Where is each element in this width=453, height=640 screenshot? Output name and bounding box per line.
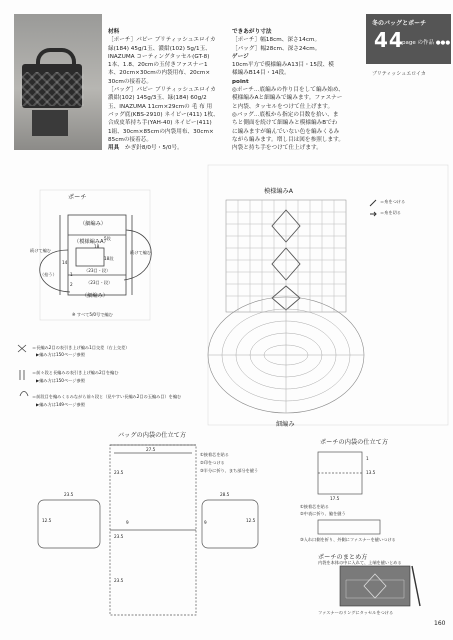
pouch-dim-2: 2 (70, 282, 73, 287)
pouch-note: ※ すべて5/0号で編む (72, 312, 113, 317)
pouch-finish-diagram (340, 566, 420, 606)
symbol-ref-3: ▶編み方は149ページ参照 (36, 402, 85, 407)
point-text: ◎ポーチ…底編みの作り目をして編み始め、 模様編みAと細編みで編みます。ファスナー と内袋、タッセルをつけて仕上げます。 ◎バッグ…底板から指定の目数を拾い、ま ちと側面を続けて細編みと模様編みBでわ に編みますが編んでいない色を編みくるみ ながら編みます。増し目は図を参照します。 内袋と持ち手をつけて仕上げます。 (232, 87, 344, 152)
pouch-inner-dim-175: 17.5 (330, 496, 340, 501)
symbol-ref-1: ▶編み方は150ページ参照 (36, 352, 85, 357)
pouch-finish-note-2: ファスナーのリングにタッセルをつける (318, 610, 394, 615)
symbol-note-3: ＝前段目を編みくるみながら前々段と（見やすい長編み2目の玉編み目）を編む (32, 394, 182, 399)
legend-cut-yarn: ＝糸を切る (380, 210, 401, 215)
pouch-inner-dim-135: 13.5 (366, 470, 376, 475)
symbol-note-2: ＝前々段と長編みの表引き上げ編み2目を編む (32, 370, 119, 375)
pouch-inner-note-3: ③入れ口側を折り、外側にファスナーを縫いつける (300, 537, 396, 542)
pouch-finish-note-1: 内袋を本体の中に入れて、上端を縫いとめる (318, 560, 402, 565)
crochet-chart (208, 200, 364, 413)
materials-text: ［ポーチ］パピー ブリティッシュエロイカ 緑(184) 45g/1玉、濃紺(102) 5g/1玉、 INAZUMA コーティングタッセル(GT-8) 1本、1.8、20cmの玉付きファスナー1 本、20cm×30cmの内袋用布、20cm× 30cmの接着芯。 ［バッグ］パピー ブリティッシュエロイカ 濃紺(102) 145g/3玉、緑(184) 60g/2 玉、INAZUMA 11cm×29cmの 毛 布 用 バッグ底(KBS-2910) ネイビー(411) 1枚、 合成皮革持ち手(YAH-40) ネイビー(411) 1組、30cm×85cmの内袋用布、30cm× 85cmの接着芯。 (108, 37, 219, 143)
yarn-cut-mark (370, 212, 376, 216)
bag-dim-235-side: 23.5 (64, 492, 74, 497)
page-ref-number: 44 (374, 28, 404, 52)
yarn-attach-mark (370, 200, 376, 206)
pouch-side-label-right: 続けて編む (130, 250, 151, 255)
pouch-inner-title: ポーチの内袋の仕立て方 (320, 439, 389, 446)
bag-dim-125-left: 12.5 (42, 518, 52, 523)
pouch-bottom-label-2: （23目・段） (86, 280, 113, 285)
legend-attach-yarn: ＝糸をつける (380, 199, 406, 204)
bag-dim-9-a: 9 (126, 520, 129, 525)
point-heading: point (232, 78, 249, 85)
pouch-dim-18: 18 (94, 244, 100, 249)
symbol-ref-2: ▶編み方は150ページ参照 (36, 378, 85, 383)
bag-dim-285: 28.5 (220, 492, 230, 497)
materials-heading: 材料 (108, 29, 120, 35)
pouch-diagram-title: ポーチ (68, 194, 87, 201)
bag-inner-title: バッグの内袋の仕立て方 (118, 432, 187, 439)
chart-title: 模様編みA (264, 188, 293, 195)
chart-bottom-label: 細編み (276, 421, 295, 428)
page-number: 160 (434, 620, 446, 627)
pouch-dim-1: 1 (70, 272, 73, 277)
pouch-pick-label: （拾う） (40, 272, 57, 277)
bag-dim-235-b: 23.5 (114, 578, 124, 583)
finished-heading: できあがり寸法 (232, 29, 272, 35)
bag-note-1: ①接着芯を貼る (200, 452, 229, 457)
tools-label: 用具 (108, 145, 120, 152)
pouch-rows-top: 5段 (104, 236, 111, 241)
pouch-inner-diagram (318, 452, 380, 534)
gauge-text: 10cm平方で模様編みA13目・15段、模 様編みB14目・14段。 (232, 62, 334, 77)
page-ref-suffix: page の作品 ●●● (402, 40, 451, 46)
bag-dim-235-c: 23.5 (114, 534, 124, 539)
pouch-dim-14: 14 (62, 260, 68, 265)
bag-dim-275: 27.5 (146, 447, 156, 452)
gauge-heading: ゲージ (232, 53, 249, 60)
pouch-inner-dim-1: 1 (366, 456, 369, 461)
bag-note-2: ②印をつける (200, 460, 225, 465)
pouch-finish-title: ポーチのまとめ方 (318, 554, 368, 561)
bag-note-3: ③半分に折り、まち部分を縫う (200, 468, 259, 473)
bag-dim-9-b: 9 (204, 520, 207, 525)
pouch-rows-mid: 18段 (104, 256, 114, 261)
pouch-bottom-label: （23目・段） (84, 268, 111, 273)
tools-text: かぎ針8/0号・5/0号。 (124, 145, 183, 152)
yarn-caption: ブリティッシュエロイカ (372, 71, 426, 77)
pouch-row-bottom-label: （細編み） (82, 293, 108, 299)
bag-dim-125-right: 12.5 (246, 518, 256, 523)
pouch-inner-note-1: ①接着芯を貼る (300, 504, 329, 509)
pouch-row-top-label: （細編み） (80, 221, 106, 227)
series-title: 冬のバッグとポーチ (372, 20, 427, 27)
pouch-side-label-left: 続けて編む (30, 248, 51, 253)
pouch-inner-note-2: ②中表に折り、脇を縫う (300, 511, 346, 516)
finished-text: ［ポーチ］幅18cm、深さ14cm。 ［バッグ］幅28cm、深さ24cm。 (232, 37, 321, 52)
pouch-pattern-label: （模様編みA） (74, 239, 109, 245)
symbol-note-1: ＝長編み2目の表引き上げ編み1目交差（右上交差） (32, 345, 130, 350)
bag-dim-235-a: 23.5 (114, 470, 124, 475)
